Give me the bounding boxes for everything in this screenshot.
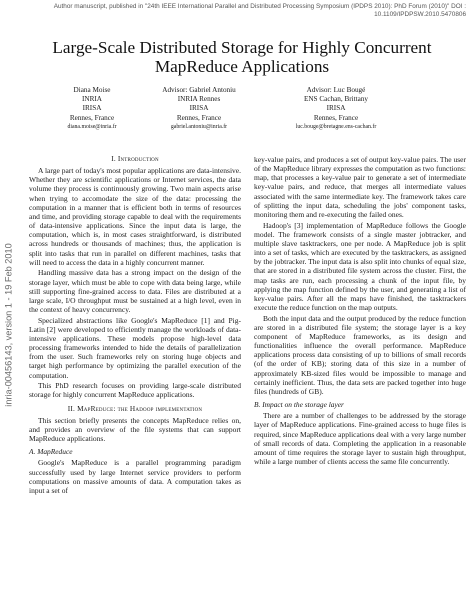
paragraph: Hadoop's [3] implementation of MapReduce follows the Google model. The framework consists of a single master jobtracker, and multiple slave tasktrackers, one per node. A MapReduce job is split into a set of tasks, which are executed by the tasktrackers, as assigned by the jobtracker. The input data is also split into chunks of equal size, that are stored in a distributed file system across the cluster. First, the map tasks are run, each processing a chunk of the input file, by applying the map function defined by the user, and generating a list of key-value pairs. After all the maps have finished, the tasktrackers execute the reduce function on the map outputs. bbox=[254, 220, 466, 312]
author-2 bbox=[129, 86, 269, 132]
right-column bbox=[254, 155, 466, 468]
author-name: Advisor: Luc Bougé bbox=[306, 86, 366, 94]
paragraph: This section briefly presents the concepts MapReduce relies on, and provides an overview of the file systems that can support MapReduce applications. bbox=[29, 415, 241, 444]
author-email: gabriel.antoniu@inria.fr bbox=[170, 123, 228, 130]
author-email: luc.bouge@bretagne.ens-cachan.fr bbox=[295, 123, 377, 130]
left-column bbox=[29, 150, 241, 496]
author-city: Rennes, France bbox=[69, 113, 115, 122]
author-name: Diana Moise bbox=[73, 86, 111, 94]
author-city: Rennes, France bbox=[176, 113, 222, 122]
paragraph: There are a number of challenges to be addressed by the storage layer of MapReduce applications. Fine-grained access to huge files is required, since MapReduce applications deal with a very large number of small records of data. Completing the application in a reasonable amount of time requires the storage layer to sustain high throughput, while a large number of clients access the same file concurrently. bbox=[254, 411, 466, 466]
section-heading: I. Introduction bbox=[111, 154, 159, 163]
publication-note: Author manuscript, published in "24th IEEE International Parallel and Distributed Processing Symposium (IPDPS 2010): PhD Forum (2010)" DOI : 10.1109/IPDPSW.2010.5470806 bbox=[53, 3, 466, 18]
paragraph: Both the input data and the output produced by the reduce function are stored in a distributed file system; the storage layer is a key component of MapReduce frameworks, as its design and functionalities influence the overall performance. MapReduce applications process data consisting of up to billions of small records (of the order of KB); storing data of this size in a number of approximately KB-sized files would be impossible to manage and certainly inefficient. Thus, the data sets are packed together into huge files (hundreds of GB). bbox=[254, 313, 466, 396]
author-affiliation: ENS Cachan, Brittany bbox=[303, 95, 369, 104]
author-affiliation: INRIA Rennes bbox=[177, 95, 221, 104]
author-block bbox=[22, 86, 462, 136]
author-email: diana.moise@inria.fr bbox=[67, 123, 117, 130]
paragraph: Google's MapReduce is a parallel programming paradigm successfully used by large Internet service providers to perform computations on massive amounts of data. A computation takes as input a set of bbox=[29, 458, 241, 495]
subsection-heading: A. MapReduce bbox=[29, 447, 73, 457]
paragraph: A large part of today's most popular applications are data-intensive. Whether they are scientific applications or Internet services, the data volume they process is continuously growing. Two main aspects arise when trying to accomodate the size of the data: processing the computation in a manner that is efficient both in terms of resources and time, and providing storage capable to deal with the requirements of data-intensive applications. Since the input data is large, the computation, which is, in most cases straightforward, is distributed across hundreds or thousands of machines; thus, the application is split into tasks that run in parallel on different machines, tasks that will need to access the data in a highly concurrent manner. bbox=[29, 166, 241, 267]
author-affiliation: IRISA bbox=[189, 104, 209, 113]
author-city: Rennes, France bbox=[313, 113, 359, 122]
paragraph: This PhD research focuses on providing large-scale distributed storage for highly concurrent MapReduce applications. bbox=[29, 381, 241, 400]
paragraph: Specialized abstractions like Google's MapReduce [1] and Pig-Latin [2] were developed to efficiently manage the workloads of data-intensive applications. These models propose high-level data processing frameworks intended to hide the details of parallelization from the user. Such frameworks rely on storing huge objects and target high performance by optimizing the parallel execution of the computation. bbox=[29, 315, 241, 380]
side-identifier-text: inria-00456143, version 1 - 19 Feb 2010 bbox=[4, 243, 15, 407]
paper-title: Large-Scale Distributed Storage for Highly Concurrent MapReduce Applications bbox=[52, 38, 432, 76]
author-name: Advisor: Gabriel Antoniu bbox=[162, 86, 236, 94]
paragraph: key-value pairs, and produces a set of output key-value pairs. The user of the MapReduce library expresses the computation as two functions: map, that processes a key-value pair to generate a set of intermediate key-value pairs, and reduce, that merges all intermediate values associated with the same intermediate key. The framework takes care of splitting the input data, scheduling the jobs' component tasks, monitoring them and re-executing the failed ones. bbox=[254, 155, 466, 219]
author-affiliation: IRISA bbox=[326, 104, 346, 113]
author-affiliation: IRISA bbox=[82, 104, 102, 113]
side-identifier bbox=[3, 205, 15, 445]
author-affiliation: INRIA bbox=[82, 95, 102, 104]
section-heading: II. MapReduce: the Hadoop implementation bbox=[67, 403, 203, 413]
paragraph: Handling massive data has a strong impact on the design of the storage layer, which must be able to cope with data being large, while still supporting fine-grained access to data. Files are distributed at a large scale, I/O throughput must be sustained at a high level, even in the context of heavy concurrency. bbox=[29, 268, 241, 314]
subsection-heading: B. Impact on the storage layer bbox=[254, 400, 344, 410]
author-3 bbox=[266, 86, 406, 132]
